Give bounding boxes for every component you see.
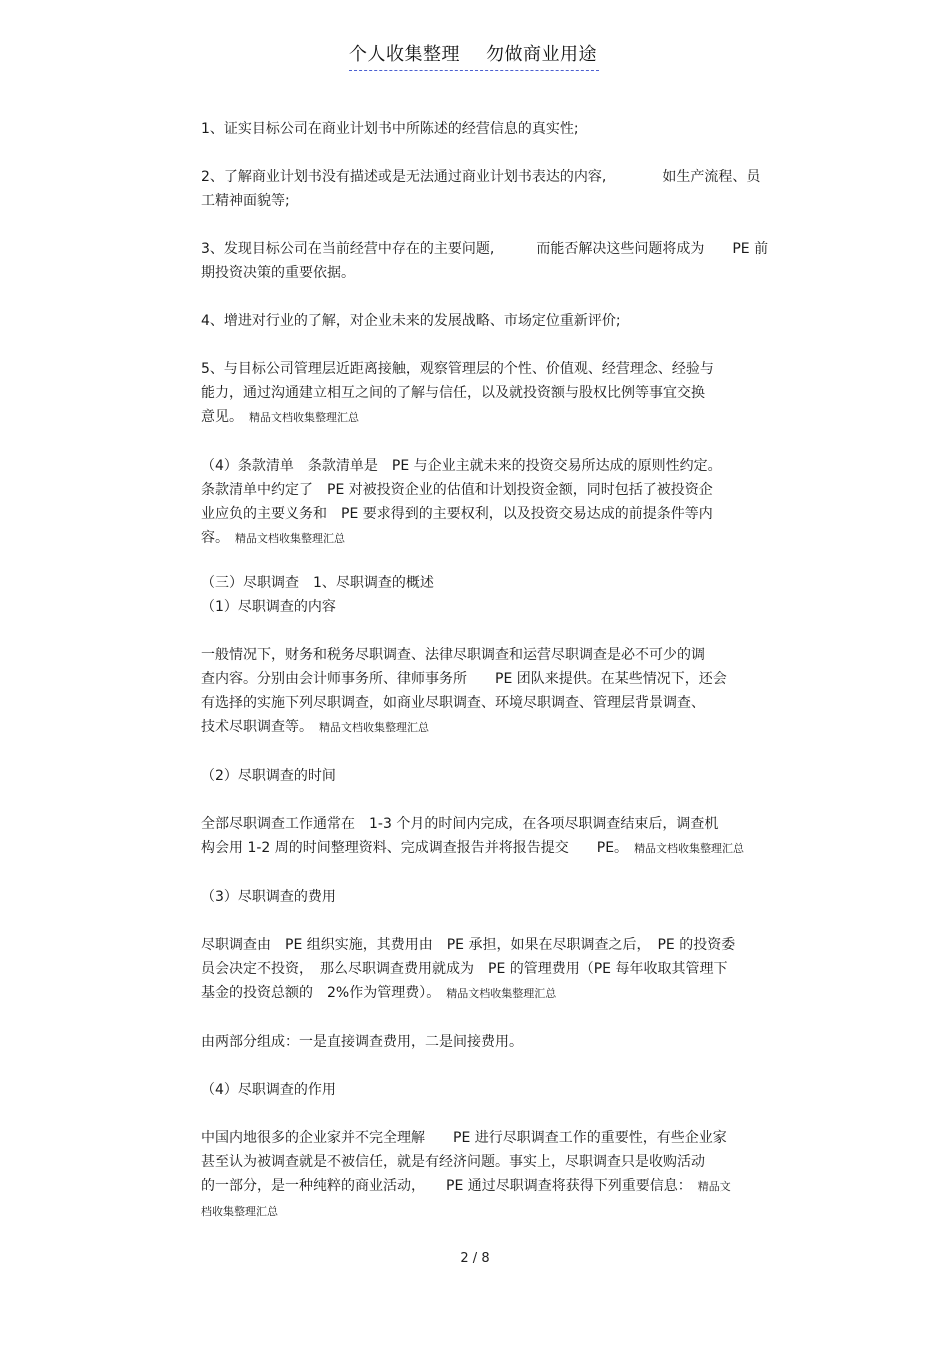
collection-note-continued: 档收集整理汇总 — [201, 1205, 278, 1218]
paragraph-1: 1、证实目标公司在商业计划书中所陈述的经营信息的真实性; — [201, 121, 579, 137]
paragraph-9-line-1: 尽职调查由 PE 组织实施，其费用由 PE 承担，如果在尽职调查之后， PE 的投资委 — [201, 937, 736, 953]
paragraph-6-line-4: 容。 — [201, 530, 229, 546]
paragraph-11-line-2: 甚至认为被调查就是不被信任，就是有经济问题。事实上，尽职调查只是收购活动 — [201, 1154, 705, 1170]
paragraph-7-line-4: 技术尽职调查等。 — [201, 719, 313, 735]
collection-note: 精品文 — [697, 1180, 731, 1193]
paragraph-7-line-2: 查内容。分别由会计师事务所、律师事务所 PE 团队来提供。在某些情况下，还会 — [201, 671, 727, 687]
paragraph-11 — [201, 1126, 806, 1224]
subheading-cost: （3）尽职调查的费用 — [201, 889, 336, 905]
paragraph-5-line-3: 意见。 — [201, 409, 243, 425]
paragraph-4: 4、增进对行业的了解，对企业未来的发展战略、市场定位重新评价; — [201, 313, 621, 329]
paragraph-6-line-3: 业应负的主要义务和 PE 要求得到的主要权利，以及投资交易达成的前提条件等内 — [201, 506, 713, 522]
paragraph-2-line-2: 工精神面貌等; — [201, 193, 290, 209]
paragraph-3-line-2: 期投资决策的重要依据。 — [201, 265, 355, 281]
paragraph-8 — [201, 812, 806, 861]
collection-note: 精品文档收集整理汇总 — [235, 532, 345, 545]
paragraph-8-line-1: 全部尽职调查工作通常在 1-3 个月的时间内完成，在各项尽职调查结束后，调查机 — [201, 816, 719, 832]
paragraph-11-line-3: 的一部分，是一种纯粹的商业活动， PE 通过尽职调查将获得下列重要信息： — [201, 1178, 692, 1194]
section-heading-due-diligence: （三）尽职调查 1、尽职调查的概述 — [201, 575, 434, 591]
paragraph-7-line-3: 有选择的实施下列尽职调查，如商业尽职调查、环境尽职调查、管理层背景调查、 — [201, 695, 705, 711]
page-number: 2 / 8 — [460, 1251, 490, 1266]
paragraph-9-line-3: 基金的投资总额的 2%作为管理费）。 — [201, 985, 441, 1001]
paragraph-term-sheet — [201, 454, 806, 551]
collection-note: 精品文档收集整理汇总 — [249, 411, 359, 424]
collection-note: 精品文档收集整理汇总 — [446, 987, 557, 1000]
paragraph-5-line-2: 能力，通过沟通建立相互之间的了解与信任，以及就投资额与股权比例等事宜交换 — [201, 385, 705, 401]
subheading-time: （2）尽职调查的时间 — [201, 768, 336, 784]
paragraph-9-line-2: 员会决定不投资， 那么尽职调查费用就成为 PE 的管理费用（PE 每年收取其管理下 — [201, 961, 728, 977]
subheading-content: （1）尽职调查的内容 — [201, 599, 336, 615]
paragraph-7-line-1: 一般情况下，财务和税务尽职调查、法律尽职调查和运营尽职调查是必不可少的调 — [201, 647, 705, 663]
header-right-text: 勿做商业用途 — [486, 44, 597, 65]
paragraph-8-line-2: 构会用 1-2 周的时间整理资料、完成调查报告并将报告提交 PE。 — [201, 840, 629, 856]
paragraph-5 — [201, 357, 806, 430]
paragraph-3 — [201, 237, 806, 285]
paragraph-3-line-1: 3、发现目标公司在当前经营中存在的主要问题, 而能否解决这些问题将成为 PE 前 — [201, 241, 769, 257]
page-header — [349, 40, 599, 71]
paragraph-6-line-2: 条款清单中约定了 PE 对被投资企业的估值和计划投资金额，同时包括了被投资企 — [201, 482, 713, 498]
paragraph-6-line-1: （4）条款清单 条款清单是 PE 与企业主就未来的投资交易所达成的原则性约定。 — [201, 458, 722, 474]
collection-note: 精品文档收集整理汇总 — [319, 721, 429, 734]
paragraph-2 — [201, 165, 806, 213]
paragraph-9 — [201, 933, 806, 1006]
paragraph-7 — [201, 643, 806, 740]
collection-note: 精品文档收集整理汇总 — [634, 842, 745, 855]
subheading-role: （4）尽职调查的作用 — [201, 1082, 336, 1098]
paragraph-2-line-1: 2、了解商业计划书没有描述或是无法通过商业计划书表达的内容, 如生产流程、员 — [201, 169, 761, 185]
paragraph-5-line-1: 5、与目标公司管理层近距离接触，观察管理层的个性、价值观、经营理念、经验与 — [201, 361, 714, 377]
paragraph-11-line-1: 中国内地很多的企业家并不完全理解 PE 进行尽职调查工作的重要性，有些企业家 — [201, 1130, 727, 1146]
document-body — [201, 117, 806, 1224]
header-left-text: 个人收集整理 — [349, 44, 460, 65]
paragraph-10: 由两部分组成：一是直接调查费用，二是间接费用。 — [201, 1034, 523, 1050]
